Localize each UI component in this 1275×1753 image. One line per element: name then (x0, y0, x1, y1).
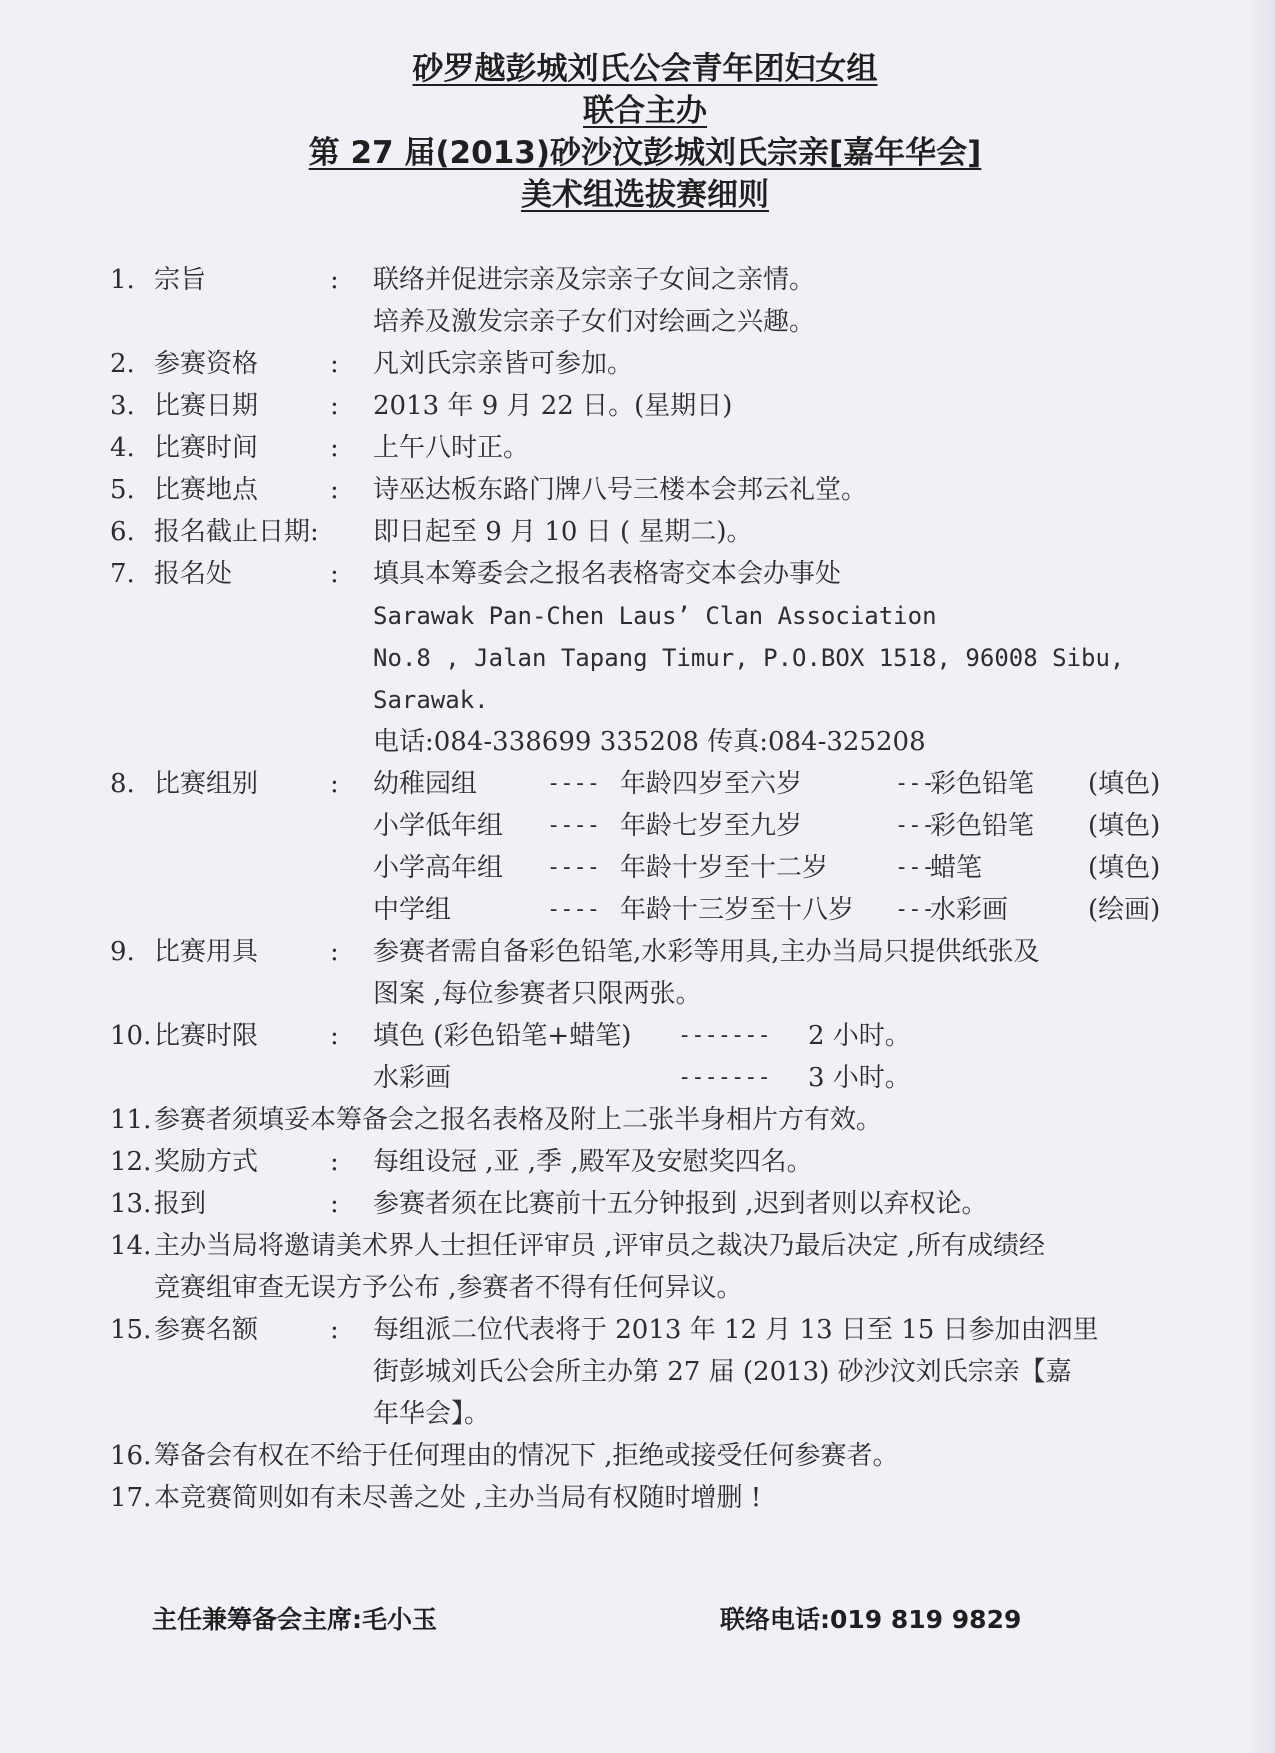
group-name: 中学组 (373, 895, 452, 925)
group-dash: ---- (547, 771, 600, 796)
rule-value: 年华会】。 (373, 1399, 491, 1429)
rule-number: 15. (110, 1315, 152, 1345)
rule-colon: : (330, 433, 339, 463)
group-age: 年龄七岁至九岁 (620, 811, 803, 841)
rule-label: 参赛名额 (154, 1315, 259, 1345)
rule-label: 比赛日期 (154, 391, 259, 421)
group-age: 年龄十岁至十二岁 (620, 853, 829, 883)
page-edge-shadow (1247, 0, 1275, 1753)
rule-colon: : (330, 559, 339, 589)
group-dash: ---- (547, 813, 600, 838)
rule-colon: : (330, 265, 339, 295)
contact-text: 电话:084-338699 335208 传真:084-325208 (373, 727, 926, 757)
group-dash: ---- (547, 855, 600, 880)
rule-text: 本竞赛简则如有未尽善之处 ,主办当局有权随时增删 ! (154, 1483, 762, 1513)
group-dash: ---- (547, 897, 600, 922)
rule-number: 16. (110, 1441, 152, 1471)
rule-colon: : (330, 937, 339, 967)
rule-label: 比赛地点 (154, 475, 259, 505)
group-name: 小学低年组 (373, 811, 504, 841)
rule-label: 比赛用具 (154, 937, 259, 967)
rule-value: 凡刘氏宗亲皆可参加。 (373, 349, 634, 379)
rule-number: 7. (110, 559, 135, 589)
title-organizer: 砂罗越彭城刘氏公会青年团妇女组 (412, 51, 878, 87)
limit-type: 水彩画 (373, 1063, 452, 1093)
rule-colon: : (330, 391, 339, 421)
rule-value: 参赛者需自备彩色铅笔,水彩等用具,主办当局只提供纸张及 (373, 937, 1040, 967)
contact-phone-line: 联络电话:019 819 9829 (720, 1605, 1022, 1634)
rule-text: 竞赛组审查无误方予公布 ,参赛者不得有任何异议。 (154, 1273, 743, 1303)
rule-number: 2. (110, 349, 135, 379)
rule-number: 8. (110, 769, 135, 799)
rule-value: 培养及激发宗亲子女们对绘画之兴趣。 (373, 307, 816, 337)
rule-number: 4. (110, 433, 135, 463)
group-tool: 蜡笔 (930, 853, 983, 883)
address-text: No.8 , Jalan Tapang Timur, P.O.BOX 1518, 96008 Sibu, (373, 644, 1125, 672)
rule-value: 诗巫达板东路门牌八号三楼本会邦云礼堂。 (373, 475, 868, 505)
group-note: (填色) (1088, 811, 1161, 841)
rule-number: 17. (110, 1483, 152, 1513)
group-note: (绘画) (1088, 895, 1161, 925)
rule-number: 9. (110, 937, 135, 967)
rule-label: 报到 (154, 1189, 207, 1219)
rule-number: 3. (110, 391, 135, 421)
rule-colon: : (330, 769, 339, 799)
rule-number: 14. (110, 1231, 152, 1261)
rule-value: 参赛者须在比赛前十五分钟报到 ,迟到者则以弃权论。 (373, 1189, 988, 1219)
address-text: Sarawak Pan-Chen Laus’ Clan Association (373, 602, 937, 630)
limit-duration: 3 小时。 (808, 1063, 911, 1093)
rule-number: 13. (110, 1189, 152, 1219)
group-name: 小学高年组 (373, 853, 504, 883)
group-note: (填色) (1088, 853, 1161, 883)
rule-number: 6. (110, 517, 135, 547)
rule-text: 筹备会有权在不给于任何理由的情况下 ,拒绝或接受任何参赛者。 (154, 1441, 899, 1471)
rule-label: 报名截止日期: (154, 517, 319, 547)
rule-label: 宗旨 (154, 265, 207, 295)
rule-value: 即日起至 9 月 10 日 ( 星期二)。 (373, 517, 753, 547)
rule-value: 联络并促进宗亲及宗亲子女间之亲情。 (373, 265, 816, 295)
rule-number: 5. (110, 475, 135, 505)
rule-value: 每组派二位代表将于 2013 年 12 月 13 日至 15 日参加由泗里 (373, 1315, 1099, 1345)
rule-number: 1. (110, 265, 135, 295)
limit-dash: ------- (678, 1023, 771, 1048)
rule-value: 图案 ,每位参赛者只限两张。 (373, 979, 702, 1009)
group-dash: --- (895, 855, 935, 880)
limit-duration: 2 小时。 (808, 1021, 911, 1051)
rule-colon: : (330, 1315, 339, 1345)
rule-label: 比赛组别 (154, 769, 259, 799)
rule-value: 每组设冠 ,亚 ,季 ,殿军及安慰奖四名。 (373, 1147, 813, 1177)
group-age: 年龄四岁至六岁 (620, 769, 803, 799)
rule-value: 上午八时正。 (373, 433, 530, 463)
rule-number: 10. (110, 1021, 152, 1051)
rule-colon: : (330, 1021, 339, 1051)
rule-colon: : (330, 1147, 339, 1177)
limit-dash: ------- (678, 1065, 771, 1090)
group-tool: 彩色铅笔 (930, 811, 1035, 841)
address-text: Sarawak. (373, 686, 489, 714)
group-name: 幼稚园组 (373, 769, 478, 799)
group-dash: --- (895, 771, 935, 796)
rule-number: 12. (110, 1147, 152, 1177)
group-note: (填色) (1088, 769, 1161, 799)
rule-label: 参赛资格 (154, 349, 259, 379)
rule-text: 参赛者须填妥本筹备会之报名表格及附上二张半身相片方有效。 (154, 1105, 883, 1135)
chairperson-line: 主任兼筹备会主席:毛小玉 (152, 1605, 437, 1634)
rule-number: 11. (110, 1105, 152, 1135)
group-tool: 彩色铅笔 (930, 769, 1035, 799)
group-age: 年龄十三岁至十八岁 (620, 895, 855, 925)
rule-label: 奖励方式 (154, 1147, 259, 1177)
rule-label: 比赛时限 (154, 1021, 259, 1051)
group-dash: --- (895, 897, 935, 922)
rule-label: 比赛时间 (154, 433, 259, 463)
title-event: 第 27 届(2013)砂沙汶彭城刘氏宗亲[嘉年华会] (308, 135, 982, 171)
rule-colon: : (330, 475, 339, 505)
rule-text: 主办当局将邀请美术界人士担任评审员 ,评审员之裁决乃最后决定 ,所有成绩经 (154, 1231, 1046, 1261)
limit-type: 填色 (彩色铅笔+蜡笔) (373, 1021, 632, 1051)
title-cohost: 联合主办 (583, 93, 707, 129)
rule-value: 2013 年 9 月 22 日。(星期日) (373, 391, 733, 421)
group-tool: 水彩画 (930, 895, 1009, 925)
rule-label: 报名处 (154, 559, 233, 589)
title-rules: 美术组选拔赛细则 (521, 177, 769, 213)
group-dash: --- (895, 813, 935, 838)
rule-colon: : (330, 349, 339, 379)
rule-colon: : (330, 1189, 339, 1219)
rule-value: 街彭城刘氏公会所主办第 27 届 (2013) 砂沙汶刘氏宗亲【嘉 (373, 1357, 1072, 1387)
rule-value: 填具本筹委会之报名表格寄交本会办事处 (373, 559, 842, 589)
document-title (0, 48, 1275, 216)
